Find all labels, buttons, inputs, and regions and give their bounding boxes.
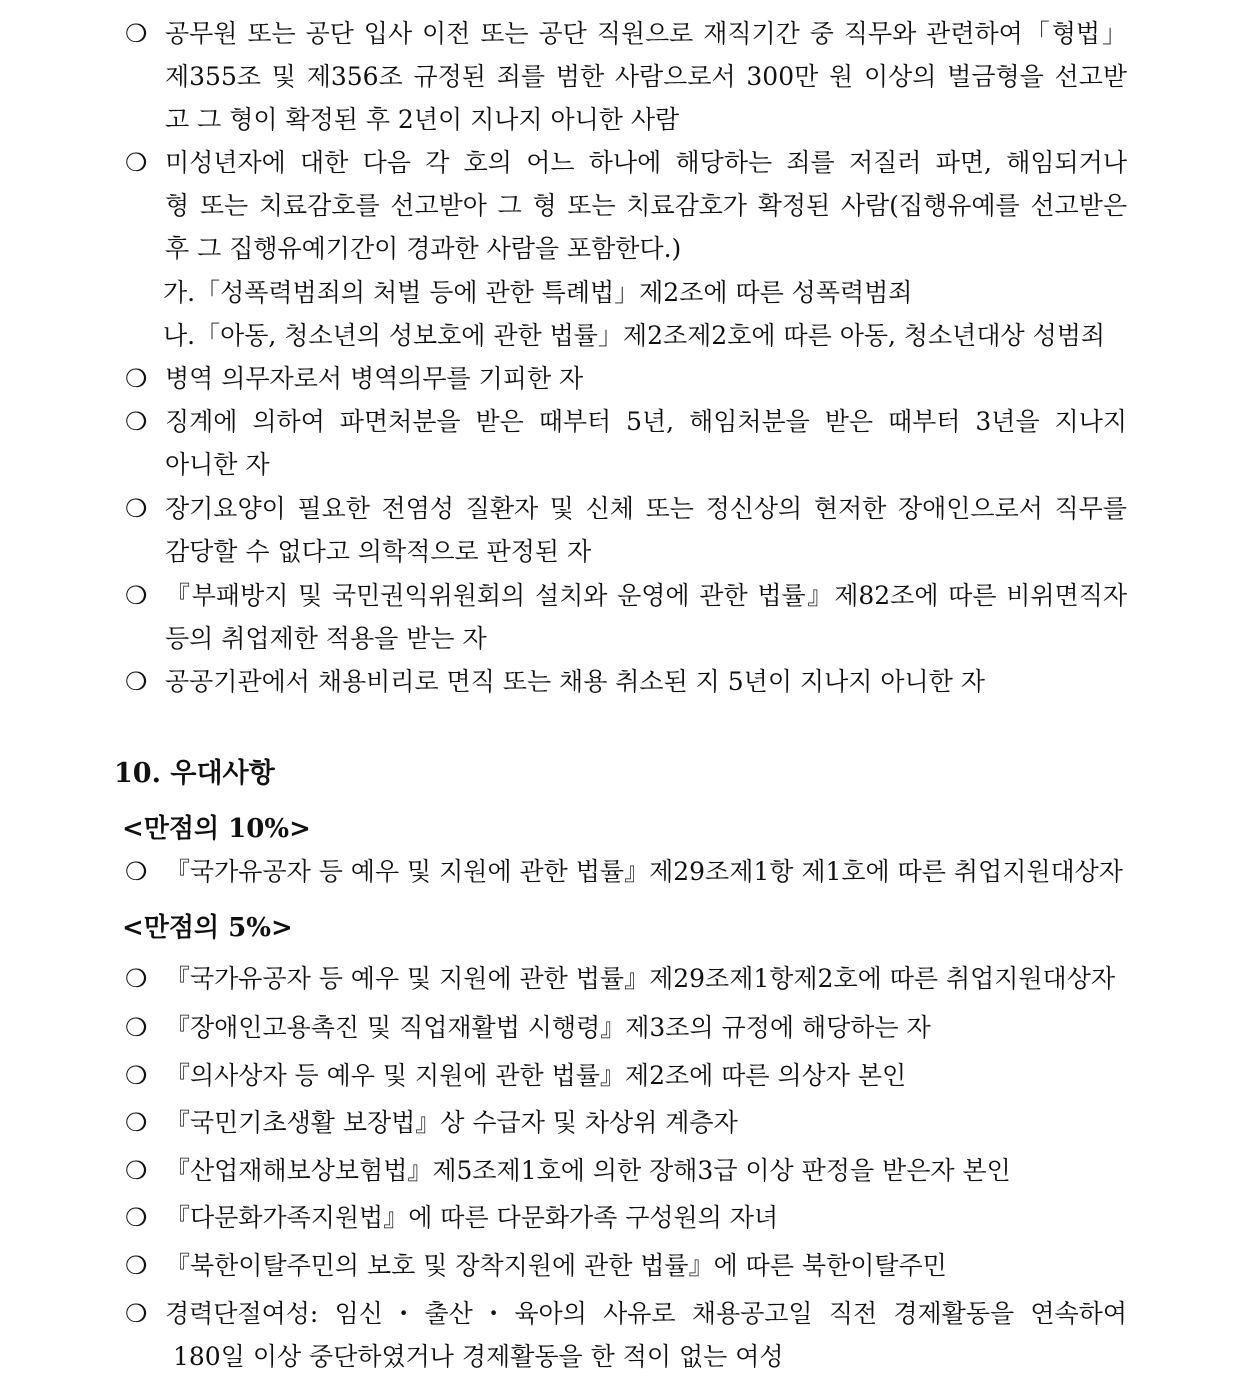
item-text-line: 후 그 집행유예기간이 경과한 사람을 포함한다.) (165, 234, 682, 263)
circle-bullet-icon: ❍ (125, 1203, 148, 1232)
item-text-line: 『국민기초생활 보장법』상 수급자 및 차상위 계층자 (165, 1108, 738, 1137)
circle-bullet-icon: ❍ (125, 1251, 148, 1280)
item-text-line: 『국가유공자 등 예우 및 지원에 관한 법률』제29조제1항제2호에 따른 취업지원대상자 (165, 964, 1116, 993)
disqualification-item-4 (125, 400, 1130, 486)
preference-item (125, 1101, 1130, 1144)
circle-bullet-icon: ❍ (125, 1061, 148, 1090)
item-text-line: 미성년자에 대한 다음 각 호의 어느 하나에 해당하는 죄를 저질러 파면, 해임되거나 (165, 148, 1127, 177)
preference-item (125, 850, 1130, 893)
sub-item-b: 나.「아동, 청소년의 성보호에 관한 법률」제2조제2호에 따른 아동, 청소년대상 성범죄 (163, 321, 1106, 350)
group-title-5-percent: <만점의 5%> (122, 913, 293, 943)
disqualification-item-2 (125, 141, 1130, 270)
item-text-line: 감당할 수 없다고 의학적으로 판정된 자 (165, 537, 592, 566)
item-text-line: 『부패방지 및 국민권익위원회의 설치와 운영에 관한 법률』제82조에 따른 비위면직자 (165, 581, 1127, 610)
item-text-line: 등의 취업제한 적용을 받는 자 (165, 624, 487, 653)
circle-bullet-icon: ❍ (125, 19, 148, 48)
disqualification-item-5 (125, 487, 1130, 573)
circle-bullet-icon: ❍ (125, 407, 148, 436)
circle-bullet-icon: ❍ (125, 1299, 148, 1328)
item-text-line: 경력단절여성: 임신・출산・육아의 사유로 채용공고일 직전 경제활동을 연속하여 (165, 1299, 1127, 1328)
item-text-line: 징계에 의하여 파면처분을 받은 때부터 5년, 해임처분을 받은 때부터 3년을 지나지 (165, 407, 1127, 436)
item-text-line: 형 또는 치료감호를 선고받아 그 형 또는 치료감호가 확정된 사람(집행유예를 선고받은 (165, 191, 1127, 220)
preference-item (125, 1196, 1130, 1239)
item-text-line: 고 그 형이 확정된 후 2년이 지나지 아니한 사람 (165, 105, 680, 134)
group-title-10-percent: <만점의 10%> (122, 814, 311, 844)
circle-bullet-icon: ❍ (125, 494, 148, 523)
preference-item (125, 957, 1130, 1000)
item-text-line: 공무원 또는 공단 입사 이전 또는 공단 직원으로 재직기간 중 직무와 관련하여「형법」 (165, 19, 1127, 48)
item-text-line: 『의사상자 등 예우 및 지원에 관한 법률』제2조에 따른 의상자 본인 (165, 1061, 907, 1090)
circle-bullet-icon: ❍ (125, 148, 148, 177)
circle-bullet-icon: ❍ (125, 1108, 148, 1137)
disqualification-item-7 (125, 660, 1130, 703)
circle-bullet-icon: ❍ (125, 1156, 148, 1185)
circle-bullet-icon: ❍ (125, 364, 148, 393)
item-text-line: 장기요양이 필요한 전염성 질환자 및 신체 또는 정신상의 현저한 장애인으로서 직무를 (165, 494, 1127, 523)
section-heading: 10. 우대사항 (114, 758, 275, 789)
preference-item (125, 1292, 1130, 1378)
item-text-line: 아니한 자 (165, 450, 270, 479)
circle-bullet-icon: ❍ (125, 581, 148, 610)
circle-bullet-icon: ❍ (125, 667, 148, 696)
item-text-line: 병역 의무자로서 병역의무를 기피한 자 (165, 364, 584, 393)
item-text-line: 『장애인고용촉진 및 직업재활법 시행령』제3조의 규정에 해당하는 자 (165, 1013, 931, 1042)
preference-item (125, 1149, 1130, 1192)
circle-bullet-icon: ❍ (125, 1013, 148, 1042)
disqualification-item-3 (125, 357, 1130, 400)
item-text-line: 『다문화가족지원법』에 따른 다문화가족 구성원의 자녀 (165, 1203, 779, 1232)
item-text-line: 『북한이탈주민의 보호 및 장착지원에 관한 법률』에 따른 북한이탈주민 (165, 1251, 947, 1280)
preference-item (125, 1054, 1130, 1097)
disqualification-item-6 (125, 574, 1130, 660)
circle-bullet-icon: ❍ (125, 964, 148, 993)
preference-item (125, 1244, 1130, 1287)
item-text-line: 공공기관에서 채용비리로 면직 또는 채용 취소된 지 5년이 지나지 아니한 자 (165, 667, 985, 696)
preference-item (125, 1006, 1130, 1049)
item-text-line: 제355조 및 제356조 규정된 죄를 범한 사람으로서 300만 원 이상의 벌금형을 선고받 (165, 62, 1127, 91)
item-text-line: 『국가유공자 등 예우 및 지원에 관한 법률』제29조제1항 제1호에 따른 취업지원대상자 (165, 857, 1123, 886)
circle-bullet-icon: ❍ (125, 857, 148, 886)
sub-item-a: 가.「성폭력범죄의 처벌 등에 관한 특례법」제2조에 따른 성폭력범죄 (163, 278, 913, 307)
item-text-line: 180일 이상 중단하였거나 경제활동을 한 적이 없는 여성 (173, 1342, 784, 1371)
item-text-line: 『산업재해보상보험법』제5조제1호에 의한 장해3급 이상 판정을 받은자 본인 (165, 1156, 1011, 1185)
disqualification-item-1 (125, 12, 1130, 141)
